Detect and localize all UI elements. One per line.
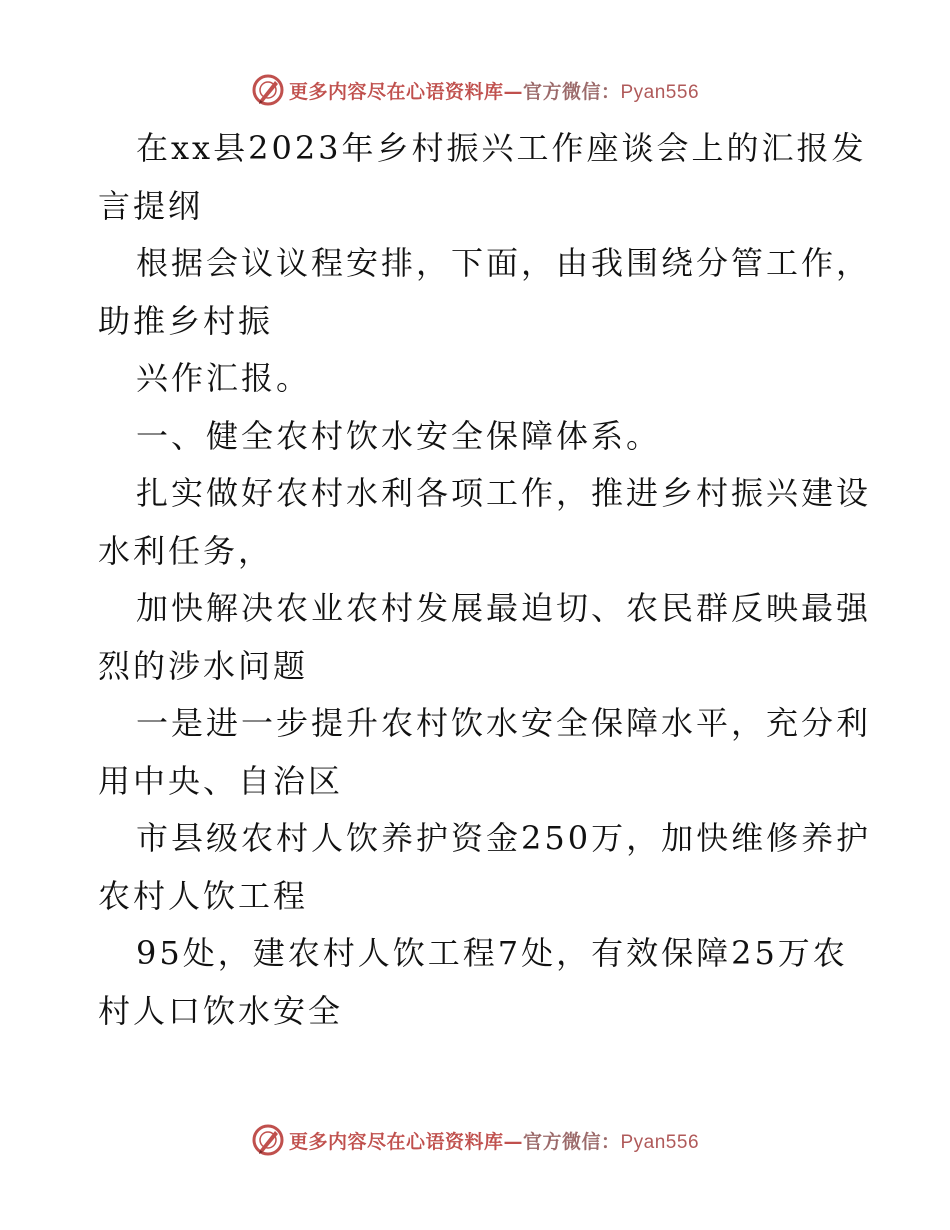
footer-watermark-banner — [0, 1120, 950, 1160]
body-line: 扎实做好农村水利各项工作，推进乡村振兴建设 — [136, 474, 872, 512]
watermark-wechat-id: Pyan556 — [620, 1131, 700, 1153]
pen-logo-icon — [251, 1123, 285, 1157]
body-line: 一、健全农村饮水安全保障体系。 — [136, 416, 662, 455]
pen-logo-icon — [251, 73, 285, 107]
body-line: 言提纲 — [98, 186, 204, 225]
body-line: 水利任务， — [98, 531, 274, 570]
watermark-main: 更多内容尽在心语资料库 — [288, 80, 504, 103]
body-line: 助推乡村振 — [98, 301, 274, 340]
body-line: 加快解决农业农村发展最迫切、农民群反映最强 — [136, 589, 872, 627]
watermark-official: 官方微信： — [522, 1130, 621, 1153]
watermark-dash: — — [503, 1130, 523, 1153]
body-line: 农村人饮工程 — [98, 876, 309, 915]
body-line: 在xx县2023年乡村振兴工作座谈会上的汇报发 — [136, 129, 867, 167]
body-line: 根据会议议程安排，下面，由我围绕分管工作， — [136, 244, 872, 282]
body-line: 95处，建农村人饮工程7处，有效保障25万农 — [136, 934, 848, 972]
body-line: 烈的涉水问题 — [98, 646, 309, 685]
document-body — [98, 120, 872, 1040]
watermark-wechat-id: Pyan556 — [620, 81, 700, 103]
body-line: 用中央、自治区 — [98, 761, 344, 800]
body-line: 市县级农村人饮养护资金250万，加快维修养护 — [136, 819, 872, 857]
watermark-dash: — — [503, 80, 523, 103]
watermark-text — [289, 77, 699, 104]
body-line: 兴作汇报。 — [136, 359, 312, 397]
watermark-main: 更多内容尽在心语资料库 — [288, 1130, 504, 1153]
watermark-text — [289, 1127, 699, 1154]
watermark-official: 官方微信： — [522, 80, 621, 103]
body-line: 村人口饮水安全 — [98, 991, 344, 1030]
body-line: 一是进一步提升农村饮水安全保障水平，充分利 — [136, 704, 872, 742]
header-watermark-banner — [0, 70, 950, 110]
